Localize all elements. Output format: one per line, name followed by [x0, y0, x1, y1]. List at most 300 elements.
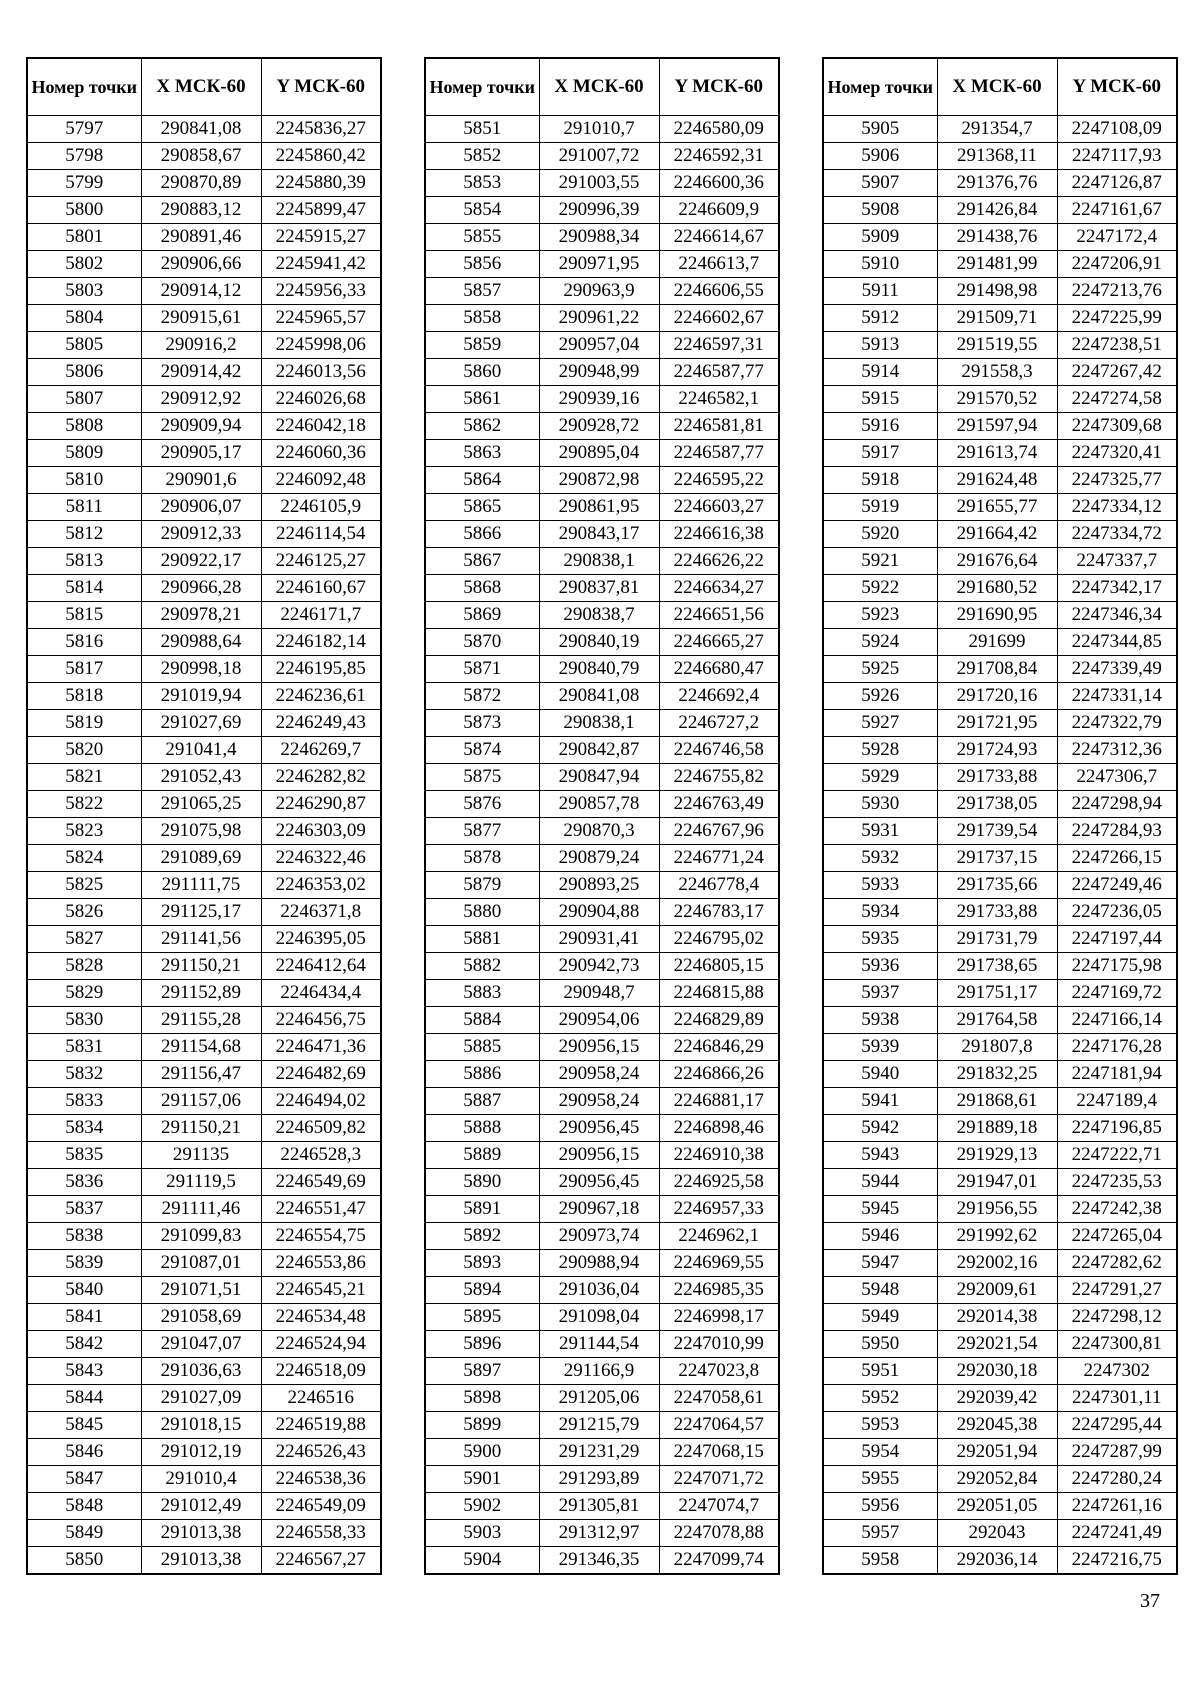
y-coordinate-cell: 2246526,43	[261, 1439, 381, 1466]
x-coordinate-cell: 290973,74	[539, 1223, 659, 1250]
y-coordinate-cell: 2246549,09	[261, 1493, 381, 1520]
point-number-cell: 5835	[27, 1142, 141, 1169]
point-number-cell: 5880	[425, 899, 539, 926]
header-row	[823, 58, 1177, 116]
point-number-cell: 5958	[823, 1547, 937, 1575]
y-coordinate-cell: 2247197,44	[1057, 926, 1177, 953]
coordinates-table-2	[424, 57, 780, 1575]
table-row	[425, 1142, 779, 1169]
y-coordinate-cell: 2245965,57	[261, 305, 381, 332]
table-row	[425, 116, 779, 143]
y-coordinate-cell: 2247117,93	[1057, 143, 1177, 170]
table-row	[823, 1520, 1177, 1547]
table-row	[823, 1115, 1177, 1142]
point-number-cell: 5822	[27, 791, 141, 818]
y-coordinate-cell: 2247216,75	[1057, 1547, 1177, 1575]
point-number-cell: 5805	[27, 332, 141, 359]
point-number-cell: 5858	[425, 305, 539, 332]
x-coordinate-cell: 290858,67	[141, 143, 261, 170]
y-coordinate-cell: 2246592,31	[659, 143, 779, 170]
table-row	[823, 224, 1177, 251]
x-coordinate-cell: 291509,71	[937, 305, 1057, 332]
point-number-cell: 5954	[823, 1439, 937, 1466]
x-coordinate-cell: 291738,05	[937, 791, 1057, 818]
x-coordinate-cell: 290840,19	[539, 629, 659, 656]
table-row	[425, 494, 779, 521]
y-coordinate-cell: 2246606,55	[659, 278, 779, 305]
table-row	[823, 278, 1177, 305]
x-coordinate-cell: 290948,99	[539, 359, 659, 386]
header-point-number: Номер точки	[823, 58, 937, 116]
point-number-cell: 5926	[823, 683, 937, 710]
table-row	[425, 1439, 779, 1466]
point-number-cell: 5836	[27, 1169, 141, 1196]
y-coordinate-cell: 2247337,7	[1057, 548, 1177, 575]
x-coordinate-cell: 291720,16	[937, 683, 1057, 710]
table-row	[27, 1493, 381, 1520]
y-coordinate-cell: 2247235,53	[1057, 1169, 1177, 1196]
y-coordinate-cell: 2247312,36	[1057, 737, 1177, 764]
x-coordinate-cell: 291098,04	[539, 1304, 659, 1331]
y-coordinate-cell: 2246519,88	[261, 1412, 381, 1439]
x-coordinate-cell: 291376,76	[937, 170, 1057, 197]
header-x: X МСК-60	[141, 58, 261, 116]
x-coordinate-cell: 291346,35	[539, 1547, 659, 1575]
y-coordinate-cell: 2246545,21	[261, 1277, 381, 1304]
table-row	[27, 440, 381, 467]
x-coordinate-cell: 290905,17	[141, 440, 261, 467]
y-coordinate-cell: 2246125,27	[261, 548, 381, 575]
y-coordinate-cell: 2246609,9	[659, 197, 779, 224]
x-coordinate-cell: 290912,33	[141, 521, 261, 548]
header-x: X МСК-60	[539, 58, 659, 116]
y-coordinate-cell: 2247126,87	[1057, 170, 1177, 197]
point-number-cell: 5948	[823, 1277, 937, 1304]
point-number-cell: 5940	[823, 1061, 937, 1088]
point-number-cell: 5881	[425, 926, 539, 953]
point-number-cell: 5922	[823, 575, 937, 602]
x-coordinate-cell: 290966,28	[141, 575, 261, 602]
y-coordinate-cell: 2247169,72	[1057, 980, 1177, 1007]
x-coordinate-cell: 290922,17	[141, 548, 261, 575]
x-coordinate-cell: 291731,79	[937, 926, 1057, 953]
point-number-cell: 5914	[823, 359, 937, 386]
table-row	[27, 332, 381, 359]
y-coordinate-cell: 2247284,93	[1057, 818, 1177, 845]
point-number-cell: 5941	[823, 1088, 937, 1115]
x-coordinate-cell: 291498,98	[937, 278, 1057, 305]
point-number-cell: 5819	[27, 710, 141, 737]
header-point-number: Номер точки	[425, 58, 539, 116]
point-number-cell: 5928	[823, 737, 937, 764]
point-number-cell: 5923	[823, 602, 937, 629]
point-number-cell: 5851	[425, 116, 539, 143]
y-coordinate-cell: 2246846,29	[659, 1034, 779, 1061]
y-coordinate-cell: 2246783,17	[659, 899, 779, 926]
point-number-cell: 5810	[27, 467, 141, 494]
point-number-cell: 5912	[823, 305, 937, 332]
point-number-cell: 5892	[425, 1223, 539, 1250]
y-coordinate-cell: 2246567,27	[261, 1547, 381, 1575]
x-coordinate-cell: 291868,61	[937, 1088, 1057, 1115]
table-row	[823, 197, 1177, 224]
table-row	[27, 494, 381, 521]
x-coordinate-cell: 291141,56	[141, 926, 261, 953]
table-row	[27, 1250, 381, 1277]
table-row	[823, 737, 1177, 764]
point-number-cell: 5925	[823, 656, 937, 683]
y-coordinate-cell: 2246558,33	[261, 1520, 381, 1547]
x-coordinate-cell: 290988,64	[141, 629, 261, 656]
y-coordinate-cell: 2247334,72	[1057, 521, 1177, 548]
point-number-cell: 5908	[823, 197, 937, 224]
y-coordinate-cell: 2247068,15	[659, 1439, 779, 1466]
point-number-cell: 5804	[27, 305, 141, 332]
point-number-cell: 5911	[823, 278, 937, 305]
x-coordinate-cell: 291312,97	[539, 1520, 659, 1547]
table-row	[425, 1169, 779, 1196]
table-row	[27, 791, 381, 818]
table-row	[823, 575, 1177, 602]
point-number-cell: 5951	[823, 1358, 937, 1385]
x-coordinate-cell: 290998,18	[141, 656, 261, 683]
header-y: Y МСК-60	[1057, 58, 1177, 116]
x-coordinate-cell: 291003,55	[539, 170, 659, 197]
x-coordinate-cell: 291027,69	[141, 710, 261, 737]
table-row	[425, 197, 779, 224]
point-number-cell: 5849	[27, 1520, 141, 1547]
y-coordinate-cell: 2246881,17	[659, 1088, 779, 1115]
x-coordinate-cell: 291438,76	[937, 224, 1057, 251]
point-number-cell: 5950	[823, 1331, 937, 1358]
y-coordinate-cell: 2246587,77	[659, 440, 779, 467]
point-number-cell: 5821	[27, 764, 141, 791]
header-point-number: Номер точки	[27, 58, 141, 116]
y-coordinate-cell: 2247322,79	[1057, 710, 1177, 737]
table-row	[823, 1169, 1177, 1196]
table-row	[27, 575, 381, 602]
x-coordinate-cell: 290957,04	[539, 332, 659, 359]
y-coordinate-cell: 2247261,16	[1057, 1493, 1177, 1520]
y-coordinate-cell: 2246412,64	[261, 953, 381, 980]
y-coordinate-cell: 2246634,27	[659, 575, 779, 602]
x-coordinate-cell: 290883,12	[141, 197, 261, 224]
point-number-cell: 5875	[425, 764, 539, 791]
y-coordinate-cell: 2247058,61	[659, 1385, 779, 1412]
x-coordinate-cell: 291157,06	[141, 1088, 261, 1115]
x-coordinate-cell: 290958,24	[539, 1061, 659, 1088]
point-number-cell: 5879	[425, 872, 539, 899]
x-coordinate-cell: 290996,39	[539, 197, 659, 224]
x-coordinate-cell: 291481,99	[937, 251, 1057, 278]
table-row	[27, 170, 381, 197]
point-number-cell: 5933	[823, 872, 937, 899]
y-coordinate-cell: 2246290,87	[261, 791, 381, 818]
point-number-cell: 5809	[27, 440, 141, 467]
y-coordinate-cell: 2247274,58	[1057, 386, 1177, 413]
y-coordinate-cell: 2246026,68	[261, 386, 381, 413]
point-number-cell: 5887	[425, 1088, 539, 1115]
point-number-cell: 5812	[27, 521, 141, 548]
point-number-cell: 5949	[823, 1304, 937, 1331]
y-coordinate-cell: 2246580,09	[659, 116, 779, 143]
header-row	[27, 58, 381, 116]
x-coordinate-cell: 291099,83	[141, 1223, 261, 1250]
y-coordinate-cell: 2246551,47	[261, 1196, 381, 1223]
x-coordinate-cell: 290956,15	[539, 1034, 659, 1061]
y-coordinate-cell: 2247342,17	[1057, 575, 1177, 602]
y-coordinate-cell: 2246763,49	[659, 791, 779, 818]
y-coordinate-cell: 2246509,82	[261, 1115, 381, 1142]
x-coordinate-cell: 291036,63	[141, 1358, 261, 1385]
y-coordinate-cell: 2246528,3	[261, 1142, 381, 1169]
x-coordinate-cell: 291354,7	[937, 116, 1057, 143]
x-coordinate-cell: 290948,7	[539, 980, 659, 1007]
table-row	[27, 764, 381, 791]
table-row	[425, 845, 779, 872]
x-coordinate-cell: 290904,88	[539, 899, 659, 926]
point-number-cell: 5897	[425, 1358, 539, 1385]
y-coordinate-cell: 2247344,85	[1057, 629, 1177, 656]
point-number-cell: 5873	[425, 710, 539, 737]
point-number-cell: 5935	[823, 926, 937, 953]
table-row	[823, 791, 1177, 818]
table-row	[823, 1277, 1177, 1304]
table-row	[425, 1250, 779, 1277]
table-row	[425, 656, 779, 683]
table-row	[27, 1007, 381, 1034]
point-number-cell: 5884	[425, 1007, 539, 1034]
y-coordinate-cell: 2246746,58	[659, 737, 779, 764]
point-number-cell: 5811	[27, 494, 141, 521]
table-row	[27, 1223, 381, 1250]
point-number-cell: 5848	[27, 1493, 141, 1520]
y-coordinate-cell: 2246518,09	[261, 1358, 381, 1385]
table-row	[823, 629, 1177, 656]
header-y: Y МСК-60	[659, 58, 779, 116]
x-coordinate-cell: 290961,22	[539, 305, 659, 332]
x-coordinate-cell: 291708,84	[937, 656, 1057, 683]
table-row	[425, 278, 779, 305]
y-coordinate-cell: 2245860,42	[261, 143, 381, 170]
table-row	[27, 413, 381, 440]
x-coordinate-cell: 290963,9	[539, 278, 659, 305]
table-row	[425, 791, 779, 818]
point-number-cell: 5896	[425, 1331, 539, 1358]
x-coordinate-cell: 290956,45	[539, 1169, 659, 1196]
y-coordinate-cell: 2246587,77	[659, 359, 779, 386]
table-row	[823, 1250, 1177, 1277]
x-coordinate-cell: 291058,69	[141, 1304, 261, 1331]
x-coordinate-cell: 290988,34	[539, 224, 659, 251]
point-number-cell: 5906	[823, 143, 937, 170]
table-row	[823, 305, 1177, 332]
point-number-cell: 5886	[425, 1061, 539, 1088]
point-number-cell: 5945	[823, 1196, 937, 1223]
y-coordinate-cell: 2246613,7	[659, 251, 779, 278]
point-number-cell: 5829	[27, 980, 141, 1007]
x-coordinate-cell: 290857,78	[539, 791, 659, 818]
y-coordinate-cell: 2247265,04	[1057, 1223, 1177, 1250]
point-number-cell: 5855	[425, 224, 539, 251]
point-number-cell: 5854	[425, 197, 539, 224]
y-coordinate-cell: 2247325,77	[1057, 467, 1177, 494]
point-number-cell: 5956	[823, 1493, 937, 1520]
y-coordinate-cell: 2246456,75	[261, 1007, 381, 1034]
x-coordinate-cell: 291152,89	[141, 980, 261, 1007]
table-row	[823, 683, 1177, 710]
point-number-cell: 5814	[27, 575, 141, 602]
y-coordinate-cell: 2246985,35	[659, 1277, 779, 1304]
table-row	[425, 143, 779, 170]
x-coordinate-cell: 290914,12	[141, 278, 261, 305]
x-coordinate-cell: 290901,6	[141, 467, 261, 494]
header-row	[425, 58, 779, 116]
x-coordinate-cell: 290915,61	[141, 305, 261, 332]
y-coordinate-cell: 2247306,7	[1057, 764, 1177, 791]
table-row	[27, 1331, 381, 1358]
table-row	[425, 1493, 779, 1520]
y-coordinate-cell: 2247166,14	[1057, 1007, 1177, 1034]
y-coordinate-cell: 2246614,67	[659, 224, 779, 251]
point-number-cell: 5840	[27, 1277, 141, 1304]
point-number-cell: 5801	[27, 224, 141, 251]
x-coordinate-cell: 290847,94	[539, 764, 659, 791]
table-row	[823, 926, 1177, 953]
point-number-cell: 5823	[27, 818, 141, 845]
y-coordinate-cell: 2246755,82	[659, 764, 779, 791]
x-coordinate-cell: 292014,38	[937, 1304, 1057, 1331]
table-row	[425, 764, 779, 791]
x-coordinate-cell: 291751,17	[937, 980, 1057, 1007]
coordinates-table-1	[26, 57, 382, 1575]
x-coordinate-cell: 290909,94	[141, 413, 261, 440]
table-row	[27, 1142, 381, 1169]
table-row	[823, 899, 1177, 926]
table-row	[823, 467, 1177, 494]
y-coordinate-cell: 2246353,02	[261, 872, 381, 899]
table-row	[27, 467, 381, 494]
y-coordinate-cell: 2246482,69	[261, 1061, 381, 1088]
point-number-cell: 5934	[823, 899, 937, 926]
table-row	[27, 656, 381, 683]
table-row	[27, 953, 381, 980]
point-number-cell: 5889	[425, 1142, 539, 1169]
table-row	[823, 1007, 1177, 1034]
point-number-cell: 5837	[27, 1196, 141, 1223]
y-coordinate-cell: 2246042,18	[261, 413, 381, 440]
table-row	[27, 899, 381, 926]
y-coordinate-cell: 2246524,94	[261, 1331, 381, 1358]
table-row	[823, 980, 1177, 1007]
x-coordinate-cell: 291735,66	[937, 872, 1057, 899]
point-number-cell: 5901	[425, 1466, 539, 1493]
point-number-cell: 5937	[823, 980, 937, 1007]
y-coordinate-cell: 2247266,15	[1057, 845, 1177, 872]
point-number-cell: 5825	[27, 872, 141, 899]
x-coordinate-cell: 290939,16	[539, 386, 659, 413]
x-coordinate-cell: 292030,18	[937, 1358, 1057, 1385]
point-number-cell: 5818	[27, 683, 141, 710]
table-row	[425, 386, 779, 413]
point-number-cell: 5838	[27, 1223, 141, 1250]
x-coordinate-cell: 290971,95	[539, 251, 659, 278]
point-number-cell: 5831	[27, 1034, 141, 1061]
table-row	[27, 1196, 381, 1223]
x-coordinate-cell: 291721,95	[937, 710, 1057, 737]
y-coordinate-cell: 2247339,49	[1057, 656, 1177, 683]
point-number-cell: 5842	[27, 1331, 141, 1358]
table-row	[27, 683, 381, 710]
y-coordinate-cell: 2246092,48	[261, 467, 381, 494]
table-row	[823, 116, 1177, 143]
table-row	[27, 1277, 381, 1304]
y-coordinate-cell: 2246282,82	[261, 764, 381, 791]
x-coordinate-cell: 291519,55	[937, 332, 1057, 359]
table-row	[823, 845, 1177, 872]
y-coordinate-cell: 2246549,69	[261, 1169, 381, 1196]
y-coordinate-cell: 2246171,7	[261, 602, 381, 629]
x-coordinate-cell: 290942,73	[539, 953, 659, 980]
point-number-cell: 5943	[823, 1142, 937, 1169]
table-row	[425, 737, 779, 764]
point-number-cell: 5939	[823, 1034, 937, 1061]
point-number-cell: 5824	[27, 845, 141, 872]
y-coordinate-cell: 2246534,48	[261, 1304, 381, 1331]
table-row	[425, 305, 779, 332]
y-coordinate-cell: 2247302	[1057, 1358, 1177, 1385]
x-coordinate-cell: 292039,42	[937, 1385, 1057, 1412]
x-coordinate-cell: 291929,13	[937, 1142, 1057, 1169]
y-coordinate-cell: 2246516	[261, 1385, 381, 1412]
point-number-cell: 5885	[425, 1034, 539, 1061]
table-row	[27, 197, 381, 224]
y-coordinate-cell: 2246582,1	[659, 386, 779, 413]
x-coordinate-cell: 290872,98	[539, 467, 659, 494]
y-coordinate-cell: 2247172,4	[1057, 224, 1177, 251]
table-row	[425, 1331, 779, 1358]
table-row	[27, 1412, 381, 1439]
x-coordinate-cell: 291724,93	[937, 737, 1057, 764]
header-x: X МСК-60	[937, 58, 1057, 116]
x-coordinate-cell: 291119,5	[141, 1169, 261, 1196]
x-coordinate-cell: 290841,08	[141, 116, 261, 143]
table-row	[27, 845, 381, 872]
x-coordinate-cell: 292036,14	[937, 1547, 1057, 1575]
x-coordinate-cell: 291613,74	[937, 440, 1057, 467]
point-number-cell: 5957	[823, 1520, 937, 1547]
point-number-cell: 5798	[27, 143, 141, 170]
y-coordinate-cell: 2246727,2	[659, 710, 779, 737]
point-number-cell: 5916	[823, 413, 937, 440]
x-coordinate-cell: 291052,43	[141, 764, 261, 791]
y-coordinate-cell: 2246969,55	[659, 1250, 779, 1277]
table-row	[425, 1115, 779, 1142]
point-number-cell: 5815	[27, 602, 141, 629]
header-y: Y МСК-60	[261, 58, 381, 116]
table-row	[823, 143, 1177, 170]
table-row	[823, 332, 1177, 359]
y-coordinate-cell: 2246866,26	[659, 1061, 779, 1088]
table-row	[823, 1466, 1177, 1493]
x-coordinate-cell: 291125,17	[141, 899, 261, 926]
x-coordinate-cell: 291027,09	[141, 1385, 261, 1412]
point-number-cell: 5921	[823, 548, 937, 575]
x-coordinate-cell: 291087,01	[141, 1250, 261, 1277]
y-coordinate-cell: 2246060,36	[261, 440, 381, 467]
x-coordinate-cell: 292021,54	[937, 1331, 1057, 1358]
y-coordinate-cell: 2247334,12	[1057, 494, 1177, 521]
